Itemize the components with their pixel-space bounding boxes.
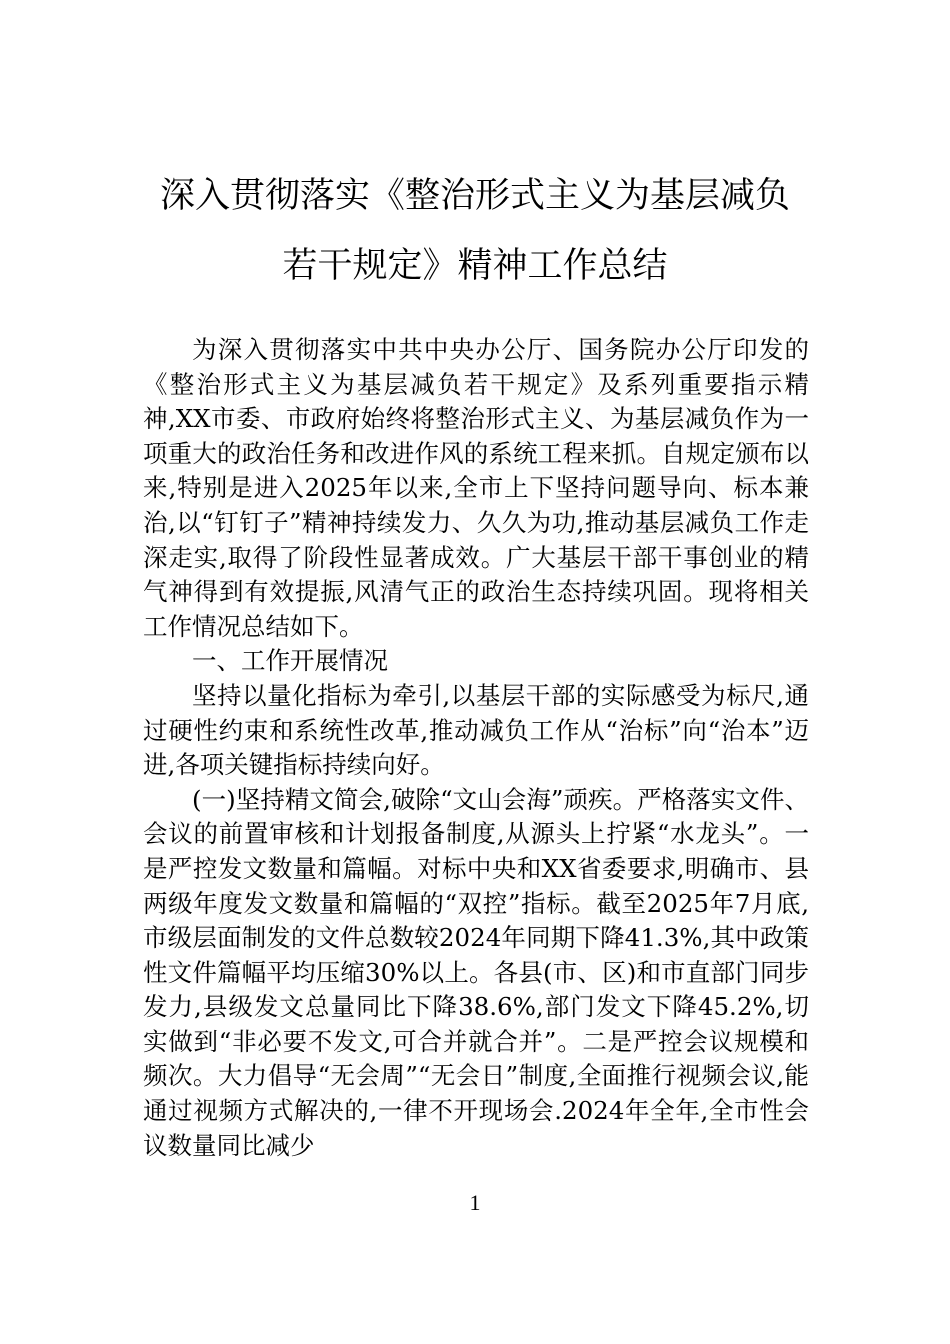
document-body (143, 333, 809, 1163)
intro-paragraph: 为深入贯彻落实中共中央办公厅、国务院办公厅印发的《整治形式主义为基层减负若干规定》及系列重要指示精神,XX市委、市政府始终将整治形式主义、为基层减负作为一项重大的政治任务和改进作风的系统工程来抓。自规定颁布以来,特别是进入2025年以来,全市上下坚持问题导向、标本兼治,以“钉钉子”精神持续发力、久久为功,推动基层减负工作走深走实,取得了阶段性显著成效。广大基层干部干事创业的精气神得到有效提振,风清气正的政治生态持续巩固。现将相关工作情况总结如下。 (143, 335, 809, 641)
page-number: 1 (469, 1190, 481, 1215)
section-intro-paragraph: 坚持以量化指标为牵引,以基层干部的实际感受为标尺,通过硬性约束和系统性改革,推动减负工作从“治标”向“治本”迈进,各项关键指标持续向好。 (143, 680, 809, 780)
document-title-line-2: 若干规定》精神工作总结 (282, 246, 668, 286)
section-heading: 一、工作开展情况 (192, 646, 388, 676)
document-title-line-1: 深入贯彻落实《整治形式主义为基层减负 (159, 176, 790, 216)
subsection-paragraph: (一)坚持精文简会,破除“文山会海”顽疾。严格落实文件、会议的前置审核和计划报备制度,从源头上拧紧“水龙头”。一是严控发文数量和篇幅。对标中央和XX省委要求,明确市、县两级年度发文数量和篇幅的“双控”指标。截至2025年7月底,市级层面制发的文件总数较2024年同期下降41.3%,其中政策性文件篇幅平均压缩30%以上。各县(市、区)和市直部门同步发力,县级发文总量同比下降38.6%,部门发文下降45.2%,切实做到“非必要不发文,可合并就合并”。二是严控会议规模和频次。大力倡导“无会周”“无会日”制度,全面推行视频会议,能通过视频方式解决的,一律不开现场会.2024年全年,全市性会议数量同比减少 (143, 784, 809, 1160)
